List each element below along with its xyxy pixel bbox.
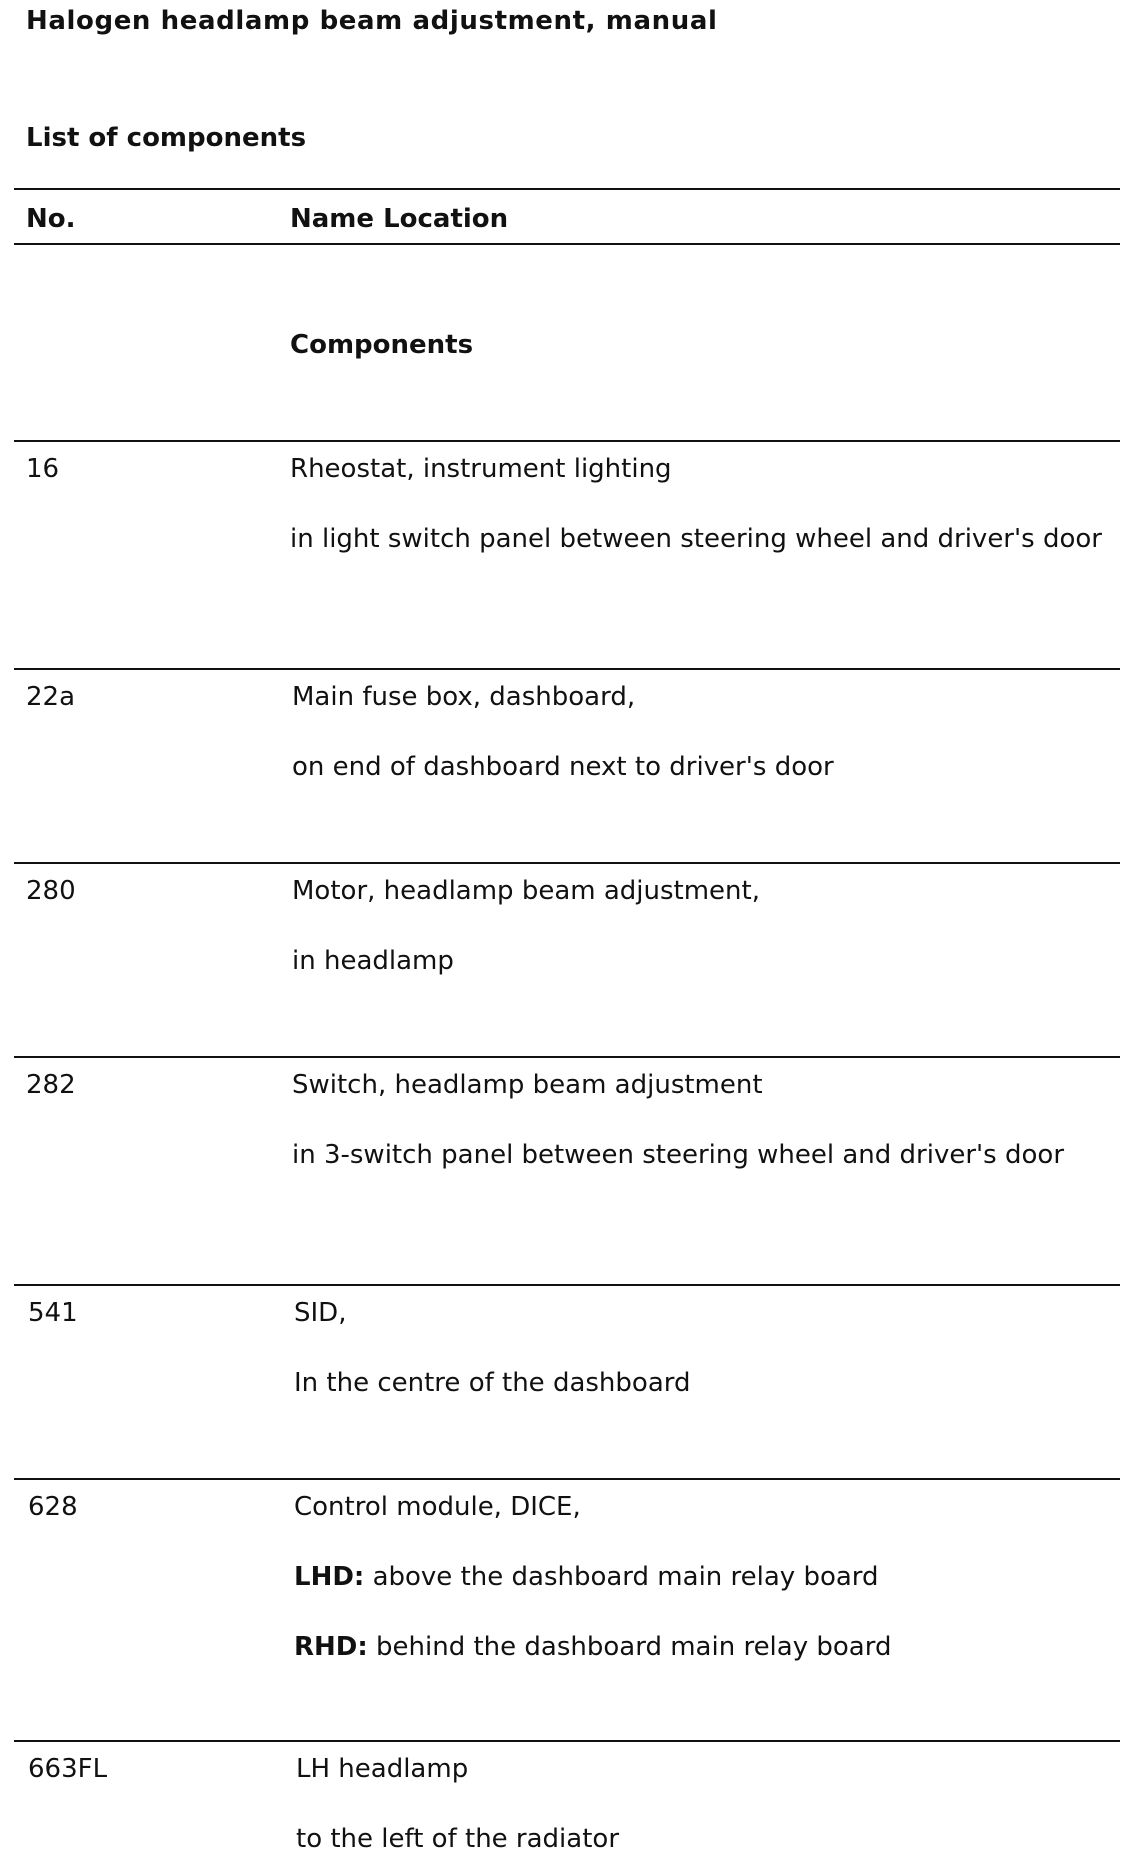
component-location-lhd [294,1560,879,1594]
row-number: 628 [28,1492,78,1522]
row-number: 280 [26,876,76,906]
component-location: in headlamp [292,946,454,976]
document-title: Halogen headlamp beam adjustment, manual [26,6,718,36]
row-divider [14,1284,1120,1286]
row-number: 282 [26,1070,76,1100]
component-name: SID, [294,1298,347,1328]
row-divider [14,440,1120,442]
component-location: in 3-switch panel between steering wheel and driver's door [292,1140,1065,1170]
row-divider [14,1056,1120,1058]
row-number: 22a [26,682,76,712]
component-location: In the centre of the dashboard [294,1368,691,1398]
component-name: Switch, headlamp beam adjustment [292,1070,763,1100]
lhd-label: LHD: [294,1562,365,1592]
table-header-rule [14,243,1120,245]
row-divider [14,1740,1120,1742]
component-name: Control module, DICE, [294,1492,581,1522]
rhd-label: RHD: [294,1632,368,1662]
section-subtitle: List of components [26,123,307,153]
column-header-name-location: Name Location [290,204,509,234]
row-divider [14,668,1120,670]
component-location: on end of dashboard next to driver's door [292,752,834,782]
column-header-no: No. [26,204,76,234]
component-name: Rheostat, instrument lighting [290,454,672,484]
row-number: 663FL [28,1754,108,1784]
component-name: Main fuse box, dashboard, [292,682,636,712]
components-section-label: Components [290,330,474,360]
table-top-rule [14,188,1120,190]
row-divider [14,862,1120,864]
component-name: LH headlamp [296,1754,469,1784]
component-location: in light switch panel between steering wheel and driver's door [290,524,1102,554]
rhd-location-text: behind the dashboard main relay board [367,1632,892,1662]
component-name: Motor, headlamp beam adjustment, [292,876,760,906]
row-number: 16 [26,454,60,484]
component-location: to the left of the radiator [296,1824,620,1854]
row-divider [14,1478,1120,1480]
row-number: 541 [28,1298,78,1328]
component-location-rhd [294,1630,891,1664]
lhd-location-text: above the dashboard main relay board [364,1562,879,1592]
